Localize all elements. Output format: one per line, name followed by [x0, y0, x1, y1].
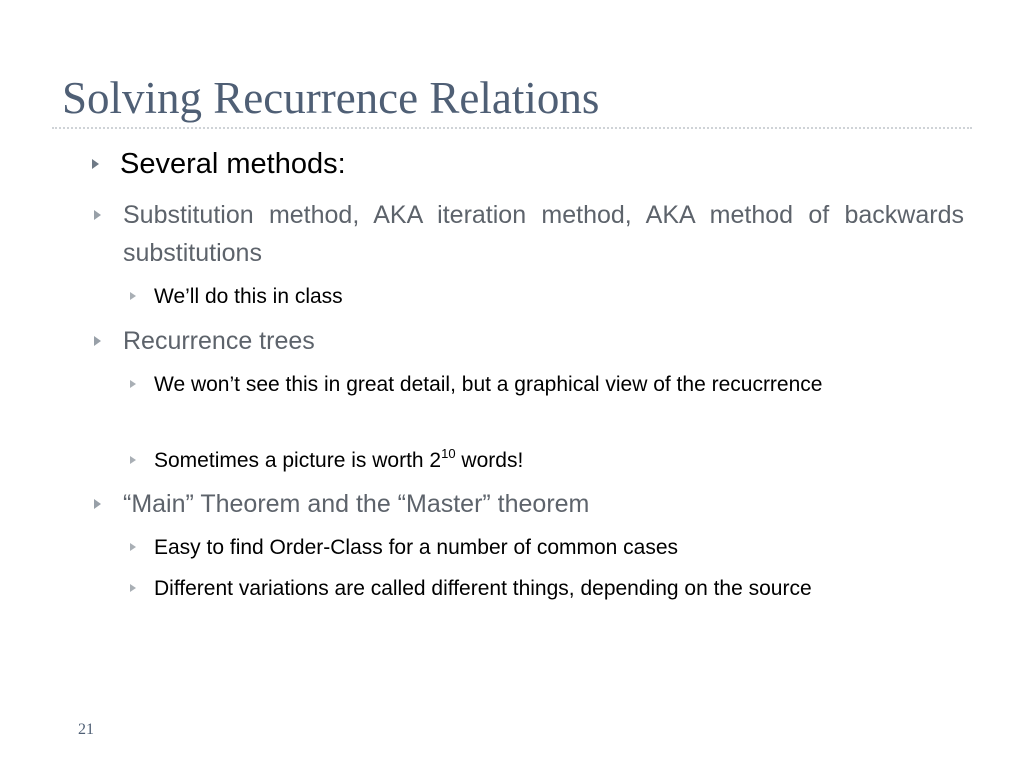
bullet-text: Substitution method, AKA iteration method, AKA method of backwards substitutions: [123, 201, 964, 267]
triangle-right-icon: [92, 159, 99, 169]
triangle-right-icon: [130, 543, 136, 551]
triangle-right-icon: [94, 210, 101, 220]
bullet-do-in-class: [130, 280, 964, 314]
bullet-text: Several methods:: [120, 148, 346, 180]
bullet-variations: [130, 572, 964, 606]
slide-title: Solving Recurrence Relations: [62, 73, 600, 123]
bullet-text: “Main” Theorem and the “Master” theorem: [123, 490, 590, 518]
exponent: 10: [441, 445, 456, 461]
bullet-text: Easy to find Order-Class for a number of common cases: [154, 536, 679, 559]
triangle-right-icon: [130, 584, 136, 592]
bullet-graphical-view: [130, 368, 964, 402]
bullet-text-post: words!: [455, 449, 524, 472]
bullet-several-methods: [92, 147, 968, 181]
bullet-text: [154, 444, 964, 478]
triangle-right-icon: [130, 456, 136, 464]
bullet-text-pre: Sometimes a picture is worth 2: [154, 449, 442, 472]
title-divider: [52, 127, 972, 129]
bullet-text: We’ll do this in class: [154, 285, 343, 308]
bullet-text: Recurrence trees: [123, 327, 315, 355]
bullet-text: Different variations are called different things, depending on the source: [154, 577, 812, 600]
bullet-master-theorem: [94, 485, 964, 523]
bullet-recurrence-trees: [94, 322, 964, 360]
slide-number: 21: [78, 721, 94, 738]
triangle-right-icon: [130, 380, 136, 388]
triangle-right-icon: [130, 292, 136, 300]
bullet-text: We won’t see this in great detail, but a graphical view of the recucrrence: [154, 373, 823, 396]
triangle-right-icon: [94, 336, 101, 346]
triangle-right-icon: [94, 499, 101, 509]
bullet-substitution-method: [94, 196, 964, 272]
bullet-order-class: [130, 531, 964, 565]
bullet-picture-worth: [130, 444, 964, 478]
